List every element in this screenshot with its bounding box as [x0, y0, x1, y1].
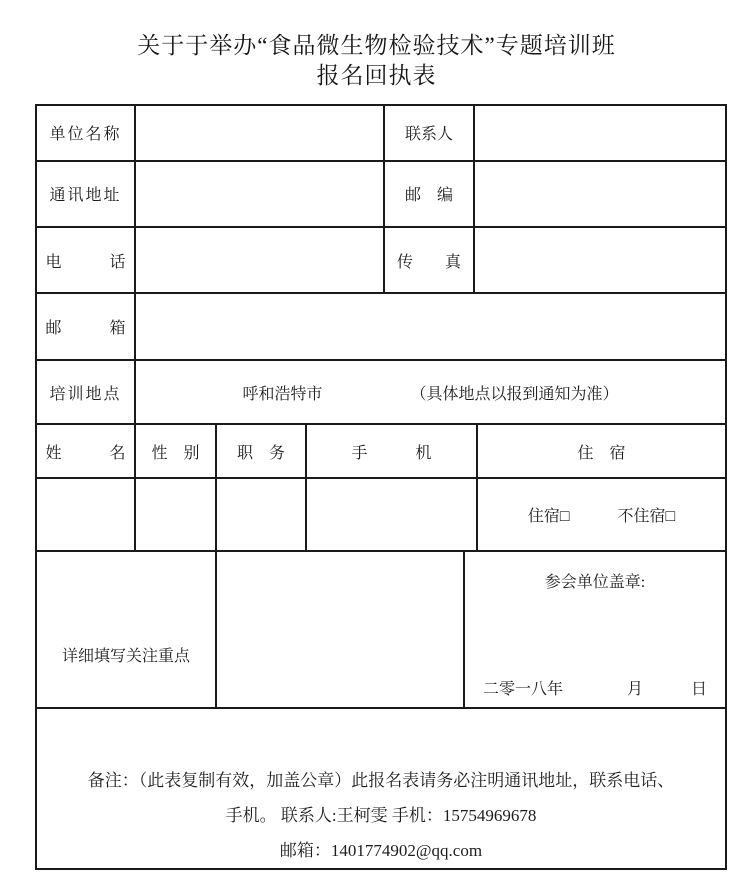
contact-label: 联系人 [385, 106, 475, 160]
lodging-column-header: 住 宿 [577, 444, 626, 462]
row-attendee-entry [37, 479, 725, 552]
zip-label: 邮 编 [385, 162, 475, 226]
row-focus-stamp [37, 552, 725, 709]
venue-label: 培训地点 [37, 361, 136, 423]
stamp-and-date-cell [465, 552, 725, 707]
fax-input[interactable] [475, 228, 725, 292]
title-line-1: 关于于举办“食品微生物检验技术”专题培训班 [137, 33, 616, 58]
registration-form-table [35, 104, 727, 870]
phone-input[interactable] [136, 228, 385, 292]
note-line-1: 备注：（此表复制有效，加盖公章）此报名表请务必注明通讯地址，联系电话、 [87, 771, 675, 791]
row-phone-fax [37, 228, 725, 294]
address-label: 通讯地址 [37, 162, 136, 226]
unit-name-label: 单位名称 [37, 106, 136, 160]
notes-cell [37, 709, 725, 868]
address-input[interactable] [136, 162, 385, 226]
row-unit-contact [37, 106, 725, 162]
job-title-column-header: 职 务 [217, 425, 307, 477]
row-address-zip [37, 162, 725, 228]
attendee-gender-input[interactable] [136, 479, 217, 550]
row-venue [37, 361, 725, 425]
note-line-2: 手机。 联系人:王柯雯 手机：15754969678 [225, 806, 537, 826]
row-email [37, 294, 725, 360]
note-line-3: 邮箱：1401774902@qq.com [279, 841, 483, 861]
name-column-header: 姓 名 [37, 425, 136, 477]
focus-input[interactable] [217, 552, 465, 707]
fax-label: 传 真 [385, 228, 475, 292]
date-fill-in-line[interactable]: 二零一八年 月 日 [482, 681, 707, 699]
row-attendee-header [37, 425, 725, 479]
contact-input[interactable] [475, 106, 725, 160]
row-notes [37, 709, 725, 868]
email-label: 邮 箱 [37, 294, 136, 358]
phone-label: 电 话 [37, 228, 136, 292]
unit-name-input[interactable] [136, 106, 385, 160]
mobile-column-header: 手 机 [307, 425, 478, 477]
zip-input[interactable] [475, 162, 725, 226]
email-input[interactable] [136, 294, 725, 358]
attendee-name-input[interactable] [37, 479, 136, 550]
attendee-job-input[interactable] [217, 479, 307, 550]
document-title [0, 31, 753, 91]
venue-value: 呼和浩特市 （具体地点以报到通知为准） [242, 385, 619, 403]
stamp-label: 参会单位盖章: [544, 574, 646, 592]
title-line-2: 报名回执表 [316, 63, 437, 88]
focus-label: 详细填写关注重点 [37, 552, 217, 707]
gender-column-header: 性 别 [136, 425, 217, 477]
lodging-checkboxes[interactable]: 住宿□ 不住宿□ [527, 508, 676, 526]
attendee-mobile-input[interactable] [307, 479, 478, 550]
